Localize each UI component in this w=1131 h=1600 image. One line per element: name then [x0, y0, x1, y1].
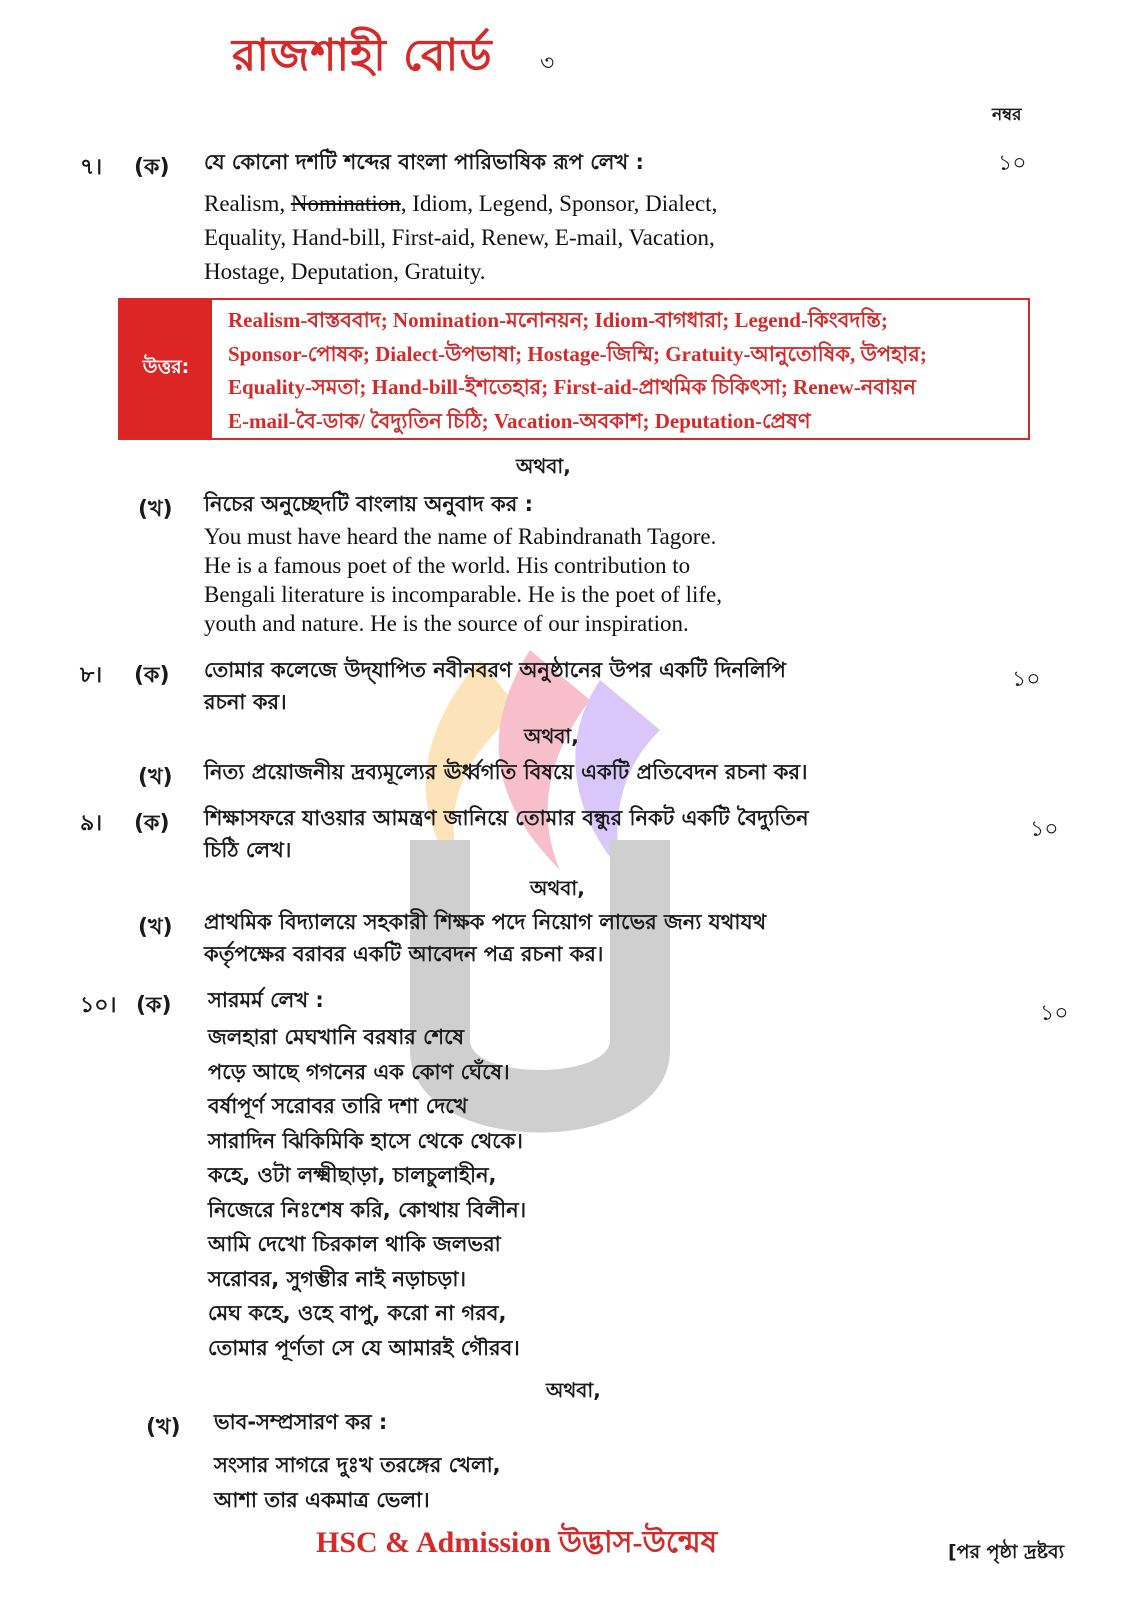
question-9b-line-2: কর্তৃপক্ষের বরাবর একটি আবেদন পত্র রচনা কর। [204, 942, 604, 966]
poem-line: মেঘ কহে, ওহে বাপু, করো না গরব, [208, 1301, 507, 1325]
summary-poem [208, 1020, 526, 1365]
or-divider: অথবা, [546, 1378, 601, 1402]
answer-line: Equality-সমতা; Hand-bill-ইশতেহার; First-aid-প্রাথমিক চিকিৎসা; Renew-নবায়ন [228, 375, 916, 399]
expansion-text [214, 1448, 501, 1517]
question-9a-label: (ক) [134, 811, 170, 836]
question-7a-prompt: যে কোনো দশটি শব্দের বাংলা পারিভাষিক রূপ লেখ : [204, 150, 644, 174]
poem-line: তোমার পূর্ণতা সে যে আমারই গৌরব। [208, 1335, 520, 1360]
question-10-number: ১০। [80, 993, 117, 1018]
question-10-marks: ১০ [1040, 1001, 1069, 1026]
question-9-number: ৯। [80, 811, 103, 836]
question-7-marks: ১০ [998, 151, 1027, 176]
words-line-1-pre: Realism, [204, 191, 291, 216]
poem-line: বর্ষাপূর্ণ সরোবর তারি দশা দেখে [208, 1094, 468, 1118]
question-10a-prompt: সারমর্ম লেখ : [208, 988, 324, 1012]
poem-line: কহে, ওটা লক্ষ্মীছাড়া, চালচুলাহীন, [208, 1163, 497, 1187]
answer-text [228, 304, 1020, 438]
passage-line: He is a famous poet of the world. His contribution to [204, 553, 691, 578]
words-struck-word: Nomination [290, 191, 401, 216]
words-line-1 [204, 186, 717, 221]
poem-line: জলহারা মেঘখানি বরষার শেষে [208, 1025, 465, 1049]
question-9b-line-1: প্রাথমিক বিদ্যালয়ে সহকারী শিক্ষক পদে নিয়োগ লাভের জন্য যথাযথ [204, 910, 767, 934]
answer-box [118, 298, 1030, 440]
or-divider: অথবা, [530, 876, 585, 900]
passage-line: You must have heard the name of Rabindranath Tagore. [204, 524, 717, 549]
answer-label: উত্তর: [120, 300, 212, 438]
answer-line: Realism-বাস্তববাদ; Nomination-মনোনয়ন; Idiom-বাগধারা; Legend-কিংবদন্তি; [228, 308, 888, 332]
question-8a-label: (ক) [134, 663, 170, 688]
question-8a-line-1: তোমার কলেজে উদ্‌যাপিত নবীনবরণ অনুষ্ঠানের উপর একটি দিনলিপি [204, 658, 786, 682]
question-10a-label: (ক) [136, 993, 172, 1018]
expansion-line: সংসার সাগরে দুঃখ তরঙ্গের খেলা, [214, 1453, 501, 1477]
question-9b-label: (খ) [138, 915, 173, 940]
question-8-marks: ১০ [1012, 667, 1041, 692]
board-title: রাজশাহী বোর্ড [232, 30, 493, 81]
question-7b-prompt: নিচের অনুচ্ছেদটি বাংলায় অনুবাদ কর : [204, 492, 534, 516]
expansion-line: আশা তার একমাত্র ভেলা। [214, 1487, 430, 1512]
answer-line: Sponsor-পোষক; Dialect-উপভাষা; Hostage-জিম্মি; Gratuity-আনুতোষিক, উপহার; [228, 341, 927, 366]
question-8-number: ৮। [80, 663, 103, 688]
answer-line: E-mail-বৈ-ডাক/ বৈদ্যুতিন চিঠি; Vacation-অবকাশ; Deputation-প্রেষণ [228, 408, 811, 433]
question-8a-line-2: রচনা কর। [204, 690, 287, 714]
page-number: ৩ [540, 51, 555, 76]
question-10b-label: (খ) [146, 1415, 181, 1440]
question-8b-text: নিত্য প্রয়োজনীয় দ্রব্যমূল্যের ঊর্ধ্বগতি বিষয়ে একটি প্রতিবেদন রচনা কর। [204, 760, 808, 784]
poem-line: আমি দেখো চিরকাল থাকি জলভরা [208, 1232, 501, 1256]
question-8a-text [204, 654, 786, 718]
passage-line: Bengali literature is incomparable. He is the poet of life, [204, 582, 722, 607]
footer-brand: HSC & Admission উদ্ভাস-উন্মেষ [316, 1526, 718, 1559]
marks-heading: নম্বর [992, 105, 1022, 125]
question-8b-label: (খ) [138, 765, 173, 790]
poem-line: নিজেরে নিঃশেষ করি, কোথায় বিলীন। [208, 1197, 527, 1222]
question-9a-line-1: শিক্ষাসফরে যাওয়ার আমন্ত্রণ জানিয়ে তোমার বন্ধুর নিকট একটি বৈদ্যুতিন [204, 806, 809, 830]
words-line-1-post: , Idiom, Legend, Sponsor, Dialect, [400, 191, 718, 216]
poem-line: সরোবর, সুগম্ভীর নাই নড়াচড়া। [208, 1266, 466, 1291]
words-line-3: Hostage, Deputation, Gratuity. [204, 259, 486, 284]
poem-line: পড়ে আছে গগনের এক কোণ ঘেঁষে। [208, 1059, 510, 1084]
question-7a-label: (ক) [134, 155, 170, 180]
question-9-marks: ১০ [1030, 817, 1059, 842]
question-9a-line-2: চিঠি লেখ। [204, 838, 292, 862]
question-9a-text [204, 802, 809, 866]
question-10b-prompt: ভাব-সম্প্রসারণ কর : [214, 1410, 388, 1434]
question-7-number: ৭। [80, 155, 103, 180]
words-line-2: Equality, Hand-bill, First-aid, Renew, E-mail, Vacation, [204, 225, 715, 250]
question-7b-label: (খ) [138, 497, 173, 522]
poem-line: সারাদিন ঝিকিমিকি হাসে থেকে থেকে। [208, 1128, 523, 1153]
next-page-note: [পর পৃষ্ঠা দ্রষ্টব্য [948, 1541, 1065, 1563]
translation-passage [204, 522, 722, 638]
passage-line: youth and nature. He is the source of our inspiration. [204, 611, 689, 636]
question-9b-text [204, 906, 766, 970]
or-divider: অথবা, [524, 724, 579, 748]
or-divider: অথবা, [516, 454, 571, 478]
